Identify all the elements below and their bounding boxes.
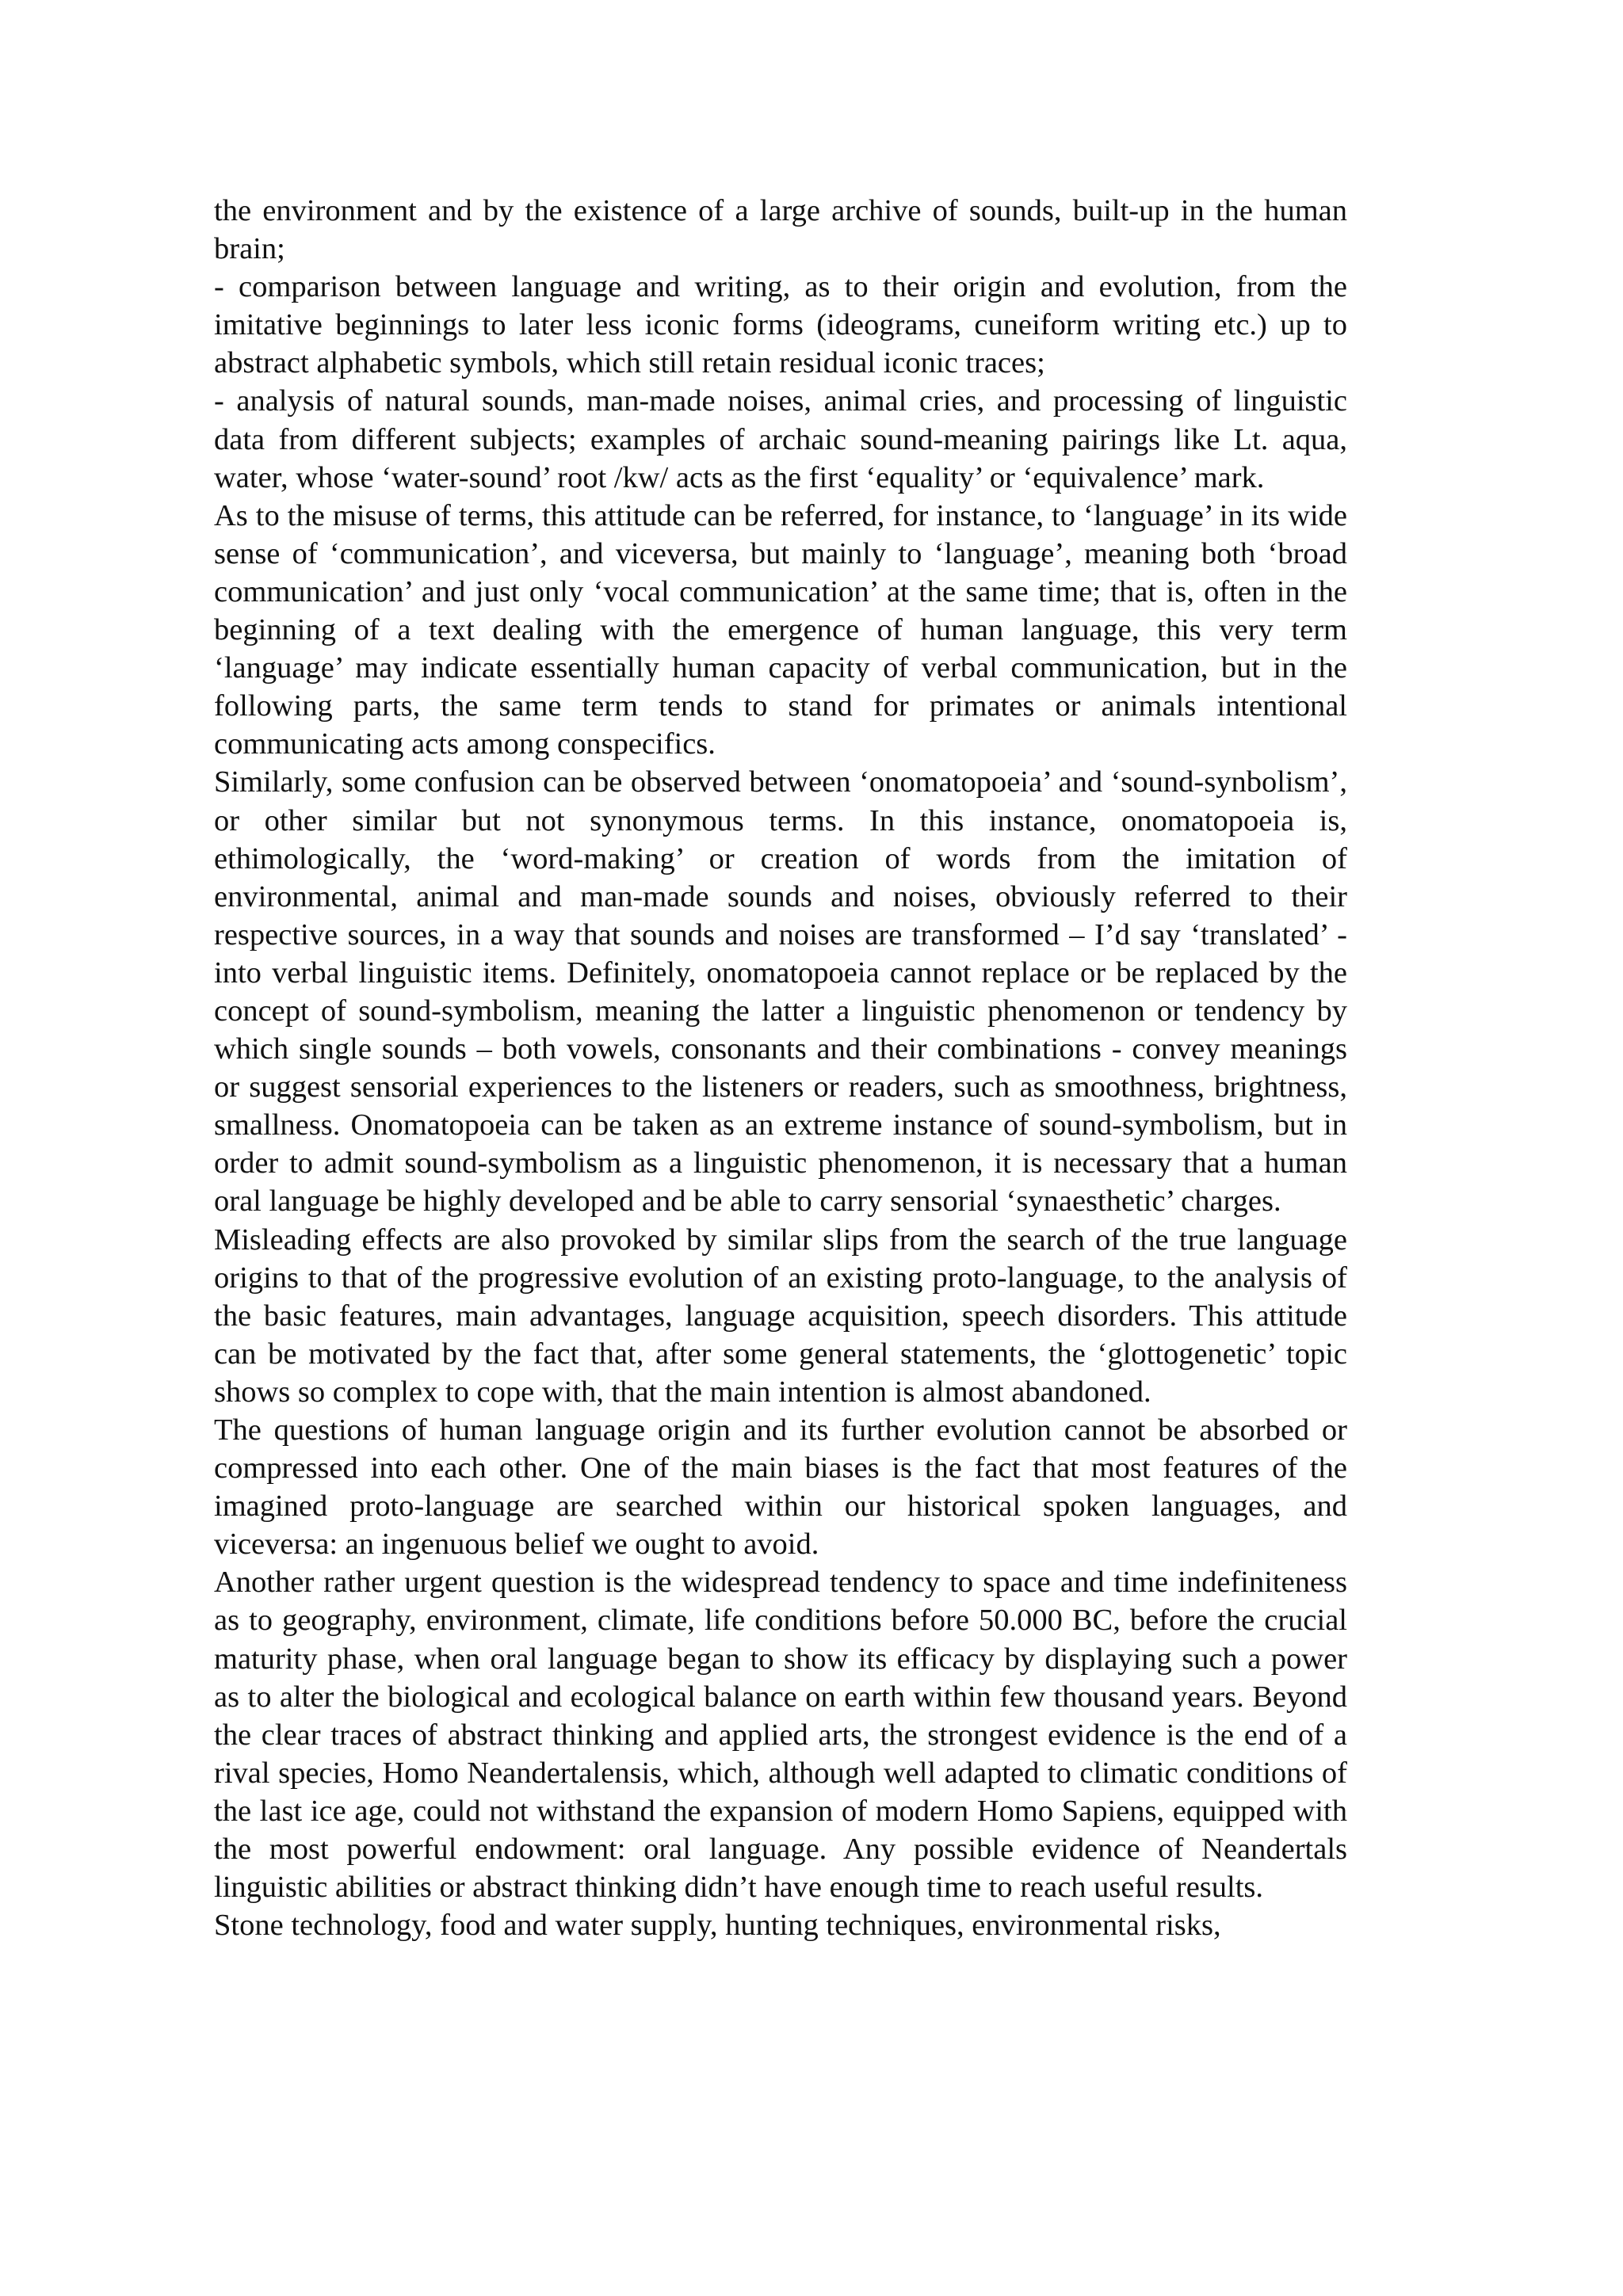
paragraph-3: - analysis of natural sounds, man-made noises, animal cries, and processing of linguistic data from different subjects; examples of archaic sound-meaning pairings like Lt. aqua, water, whose ‘water-sound’ root /kw/ acts as the first ‘equality’ or ‘equivalence’ mark. <box>214 384 1347 494</box>
paragraph-9: Stone technology, food and water supply, hunting techniques, environmental risks, <box>214 1909 1221 1943</box>
paragraph-5: Similarly, some confusion can be observed between ‘onomatopoeia’ and ‘sound-synbolism’, or other similar but not synonymous terms. In this instance, onomatopoeia is, ethimologically, the ‘word-making’ or creation of words from the imitation of environmental, animal and man-made sounds and noises, obviously referred to their respective sources, in a way that sounds and noises are transformed – I’d say ‘translated’ - into verbal linguistic items. Definitely, onomatopoeia cannot replace or be replaced by the concept of sound-symbolism, meaning the latter a linguistic phenomenon or tendency by which single sounds – both vowels, consonants and their combinations - convey meanings or suggest sensorial experiences to the listeners or readers, such as smoothness, brightness, smallness. Onomatopoeia can be taken as an extreme instance of sound-symbolism, but in order to admit sound-symbolism as a linguistic phenomenon, it is necessary that a human oral language be highly developed and be able to carry sensorial ‘synaesthetic’ charges. <box>214 765 1347 1219</box>
paragraph-8: Another rather urgent question is the widespread tendency to space and time indefiniteness as to geography, environment, climate, life conditions before 50.000 BC, before the crucial maturity phase, when oral language began to show its efficacy by displaying such a power as to alter the biological and ecological balance on earth within few thousand years. Beyond the clear traces of abstract thinking and applied arts, the strongest evidence is the end of a rival species, Homo Neandertalensis, which, although well adapted to climatic conditions of the last ice age, could not withstand the expansion of modern Homo Sapiens, equipped with the most powerful endowment: oral language. Any possible evidence of Neandertals linguistic abilities or abstract thinking didn’t have enough time to reach useful results. <box>214 1566 1347 1905</box>
paragraph-1: the environment and by the existence of a large archive of sounds, built-up in the human brain; <box>214 194 1347 266</box>
paragraph-2: - comparison between language and writing, as to their origin and evolution, from the imitative beginnings to later less iconic forms (ideograms, cuneiform writing etc.) up to abstract alphabetic symbols, which still retain residual iconic traces; <box>214 270 1347 380</box>
document-page <box>214 192 1347 1944</box>
paragraph-6: Misleading effects are also provoked by similar slips from the search of the true language origins to that of the progressive evolution of an existing proto-language, to the analysis of the basic features, main advantages, language acquisition, speech disorders. This attitude can be motivated by the fact that, after some general statements, the ‘glottogenetic’ topic shows so complex to cope with, that the main intention is almost abandoned. <box>214 1222 1347 1409</box>
paragraph-4: As to the misuse of terms, this attitude can be referred, for instance, to ‘language’ in its wide sense of ‘communication’, and viceversa, but mainly to ‘language’, meaning both ‘broad communication’ and just only ‘vocal communication’ at the same time; that is, often in the beginning of a text dealing with the emergence of human language, this very term ‘language’ may indicate essentially human capacity of verbal communication, but in the following parts, the same term tends to stand for primates or animals intentional communicating acts among conspecifics. <box>214 498 1347 761</box>
paragraph-7: The questions of human language origin and its further evolution cannot be absorbed or compressed into each other. One of the main biases is the fact that most features of the imagined proto-language are searched within our historical spoken languages, and viceversa: an ingenuous belief we ought to avoid. <box>214 1413 1347 1562</box>
